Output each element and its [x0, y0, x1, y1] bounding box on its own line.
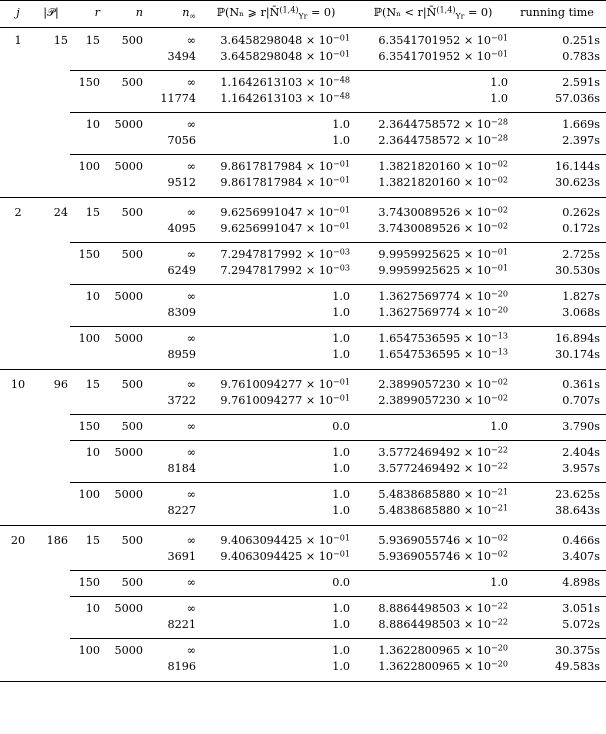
cell-prob-lt: $5.9369055746 \times 10^{-02}$	[378, 549, 508, 563]
mantissa: 9.7610094277	[220, 394, 303, 407]
cell-n: 5000	[114, 644, 143, 657]
cell-time: 2.591s	[562, 76, 600, 89]
exponent: −01	[491, 49, 508, 59]
cell-prob-ge: $7.2947817992 \times 10^{-03}$	[220, 247, 350, 261]
cell-prob-lt: $8.8864498503 \times 10^{-22}$	[378, 601, 508, 615]
header-prob-lt	[358, 5, 508, 21]
cell-ninf: ∞	[186, 34, 196, 47]
cell-prob-ge: 1.0	[332, 134, 350, 147]
block-rule	[70, 570, 606, 571]
cell-prob-ge: $9.6256991047 \times 10^{-01}$	[220, 205, 350, 219]
exponent: −02	[491, 159, 508, 169]
cell-n: 5000	[114, 446, 143, 459]
cell-r: 10	[85, 602, 100, 615]
mantissa: 5.9369055746	[378, 534, 461, 547]
cell-j: 2	[14, 206, 22, 219]
cell-n: 5000	[114, 160, 143, 173]
cell-time: 0.361s	[562, 378, 600, 391]
cell-prob-ge: $9.7610094277 \times 10^{-01}$	[220, 393, 350, 407]
exponent: −20	[491, 643, 508, 653]
cell-prob-ge: 1.0	[332, 504, 350, 517]
cell-time: 23.625s	[555, 488, 600, 501]
exponent: −01	[491, 33, 508, 43]
cell-time: 2.404s	[562, 446, 600, 459]
cell-prob-ge: 1.0	[332, 618, 350, 631]
exponent: −28	[491, 117, 508, 127]
cell-time: 0.251s	[562, 34, 600, 47]
cell-prob-ge: 1.0	[332, 644, 350, 657]
header-j-text: j	[16, 6, 20, 19]
mantissa: 1.3627569774	[378, 290, 461, 303]
cell-r: 100	[78, 488, 100, 501]
cell-ninf: ∞	[186, 160, 196, 173]
cell-prob-ge: 1.0	[332, 290, 350, 303]
mantissa: 3.7430089526	[378, 222, 461, 235]
cell-r: 10	[85, 118, 100, 131]
cell-prob-ge: 1.0	[332, 332, 350, 345]
cell-time: 0.466s	[562, 534, 600, 547]
mantissa: 1.3821820160	[378, 160, 461, 173]
cell-time: 57.036s	[555, 92, 600, 105]
header-rule	[0, 27, 606, 28]
mantissa: 9.7610094277	[220, 378, 303, 391]
cell-n: 500	[121, 206, 143, 219]
cell-ninf: ∞	[186, 602, 196, 615]
exponent: −21	[491, 503, 508, 513]
cell-ninf: ∞	[186, 534, 196, 547]
block-rule	[70, 440, 606, 441]
cell-time: 3.957s	[562, 462, 600, 475]
header-prob-ge-sup: (1,4)	[279, 5, 299, 15]
cell-prob-lt: $6.3541701952 \times 10^{-01}$	[378, 49, 508, 63]
cell-ninf: 6249	[167, 264, 196, 277]
exponent: −01	[333, 533, 350, 543]
mantissa: 8.8864498503	[378, 602, 461, 615]
cell-n: 5000	[114, 290, 143, 303]
cell-r: 15	[85, 206, 100, 219]
cell-r: 10	[85, 290, 100, 303]
cell-time: 49.583s	[555, 660, 600, 673]
mantissa: 9.6256991047	[220, 206, 303, 219]
exponent: −01	[333, 175, 350, 185]
cell-prob-ge: 1.0	[332, 118, 350, 131]
mantissa: 9.8617817984	[220, 160, 303, 173]
mantissa: 2.3644758572	[378, 118, 461, 131]
cell-j: 20	[10, 534, 26, 547]
mantissa: 1.6547536595	[378, 332, 461, 345]
cell-n: 5000	[114, 602, 143, 615]
cell-ninf: 8184	[167, 462, 196, 475]
header-prob-ge	[200, 5, 352, 21]
cell-time: 1.827s	[562, 290, 600, 303]
header-prob-lt-sub: Yr	[455, 11, 465, 21]
mantissa: 1.1642613103	[220, 92, 303, 105]
cell-prob-ge: 1.0	[332, 446, 350, 459]
cell-prob-lt: $1.3622800965 \times 10^{-20}$	[378, 659, 508, 673]
cell-prob-ge: 1.0	[332, 462, 350, 475]
cell-prob-lt: $8.8864498503 \times 10^{-22}$	[378, 617, 508, 631]
exponent: −02	[491, 377, 508, 387]
cell-prob-lt: $2.3644758572 \times 10^{-28}$	[378, 133, 508, 147]
cell-prob-lt: $3.7430089526 \times 10^{-02}$	[378, 221, 508, 235]
cell-time: 16.894s	[555, 332, 600, 345]
exponent: −01	[333, 205, 350, 215]
mantissa: 2.3644758572	[378, 134, 461, 147]
cell-time: 5.072s	[562, 618, 600, 631]
cell-time: 0.262s	[562, 206, 600, 219]
exponent: −20	[491, 659, 508, 669]
cell-prob-lt: $1.6547536595 \times 10^{-13}$	[378, 331, 508, 345]
mantissa: 3.6458298048	[220, 34, 303, 47]
cell-time: 30.530s	[555, 264, 600, 277]
cell-prob-lt: $6.3541701952 \times 10^{-01}$	[378, 33, 508, 47]
cell-n: 500	[121, 378, 143, 391]
cell-prob-ge: 1.0	[332, 660, 350, 673]
exponent: −02	[491, 221, 508, 231]
mantissa: 2.3899057230	[378, 394, 461, 407]
cell-time: 2.725s	[562, 248, 600, 261]
mantissa: 6.3541701952	[378, 34, 461, 47]
exponent: −20	[491, 305, 508, 315]
header-n	[105, 5, 143, 21]
cell-prob-ge: 0.0	[332, 576, 350, 589]
cell-time: 3.068s	[562, 306, 600, 319]
cell-prob-ge: $7.2947817992 \times 10^{-03}$	[220, 263, 350, 277]
cell-time: 0.783s	[562, 50, 600, 63]
cell-ninf: ∞	[186, 118, 196, 131]
mantissa: 2.3899057230	[378, 378, 461, 391]
cell-time: 16.144s	[555, 160, 600, 173]
exponent: −02	[491, 533, 508, 543]
mantissa: 3.5772469492	[378, 462, 461, 475]
cell-ninf: 8227	[167, 504, 196, 517]
exponent: −28	[491, 133, 508, 143]
cell-r: 150	[78, 76, 100, 89]
header-prob-ge-sub: Yr	[298, 11, 308, 21]
group-rule	[0, 681, 606, 682]
cell-prob-ge: 1.0	[332, 602, 350, 615]
block-rule	[70, 284, 606, 285]
mantissa: 9.9959925625	[378, 264, 461, 277]
cell-prob-ge: $3.6458298048 \times 10^{-01}$	[220, 33, 350, 47]
mantissa: 7.2947817992	[220, 264, 303, 277]
cell-prob-lt: 1.0	[490, 576, 508, 589]
cell-ninf: ∞	[186, 290, 196, 303]
cell-r: 150	[78, 420, 100, 433]
block-rule	[70, 70, 606, 71]
cell-j: 1	[14, 34, 22, 47]
exponent: −02	[491, 393, 508, 403]
mantissa: 3.7430089526	[378, 206, 461, 219]
cell-ninf: ∞	[186, 378, 196, 391]
header-ninf-text: n	[182, 6, 190, 19]
cell-n: 500	[121, 534, 143, 547]
exponent: −01	[333, 393, 350, 403]
exponent: −48	[333, 75, 350, 85]
cell-prob-lt: $1.3821820160 \times 10^{-02}$	[378, 159, 508, 173]
cell-n: 500	[121, 420, 143, 433]
exponent: −03	[333, 247, 350, 257]
exponent: −01	[333, 377, 350, 387]
cell-time: 38.643s	[555, 504, 600, 517]
mantissa: 7.2947817992	[220, 248, 303, 261]
mantissa: 9.4063094425	[220, 534, 303, 547]
cell-ninf: ∞	[186, 206, 196, 219]
cell-r: 150	[78, 576, 100, 589]
exponent: −13	[491, 331, 508, 341]
mantissa: 5.4838685880	[378, 504, 461, 517]
cell-r: 100	[78, 332, 100, 345]
exponent: −22	[491, 445, 508, 455]
exponent: −22	[491, 461, 508, 471]
cell-ninf: 8196	[167, 660, 196, 673]
cell-prob-lt: $1.3821820160 \times 10^{-02}$	[378, 175, 508, 189]
cell-ninf: 4095	[167, 222, 196, 235]
cell-prob-lt: 1.0	[490, 420, 508, 433]
exponent: −01	[333, 159, 350, 169]
exponent: −01	[333, 33, 350, 43]
exponent: −01	[491, 247, 508, 257]
cell-ninf: 11774	[160, 92, 196, 105]
cell-n: 500	[121, 576, 143, 589]
group-rule	[0, 369, 606, 370]
header-time-text: running time	[520, 6, 594, 19]
mantissa: 1.1642613103	[220, 76, 303, 89]
cell-r: 15	[85, 378, 100, 391]
exponent: −02	[491, 205, 508, 215]
cell-time: 30.174s	[555, 348, 600, 361]
cell-prob-ge: $9.7610094277 \times 10^{-01}$	[220, 377, 350, 391]
cell-ninf: ∞	[186, 76, 196, 89]
cell-time: 3.790s	[562, 420, 600, 433]
cell-prob-ge: 1.0	[332, 348, 350, 361]
cell-prob-ge: $3.6458298048 \times 10^{-01}$	[220, 49, 350, 63]
cell-prob-ge: $9.4063094425 \times 10^{-01}$	[220, 549, 350, 563]
mantissa: 3.5772469492	[378, 446, 461, 459]
cell-r: 100	[78, 160, 100, 173]
mantissa: 9.9959925625	[378, 248, 461, 261]
cell-n: 500	[121, 34, 143, 47]
exponent: −02	[491, 175, 508, 185]
mantissa: 8.8864498503	[378, 618, 461, 631]
cell-prob-lt: $3.7430089526 \times 10^{-02}$	[378, 205, 508, 219]
cell-prob-lt: 1.0	[490, 92, 508, 105]
header-ninf-sub: ∞	[189, 11, 196, 21]
cell-prob-ge: $1.1642613103 \times 10^{-48}$	[220, 75, 350, 89]
cell-prob-lt: $3.5772469492 \times 10^{-22}$	[378, 461, 508, 475]
cell-ninf: ∞	[186, 420, 196, 433]
cell-r: 15	[85, 534, 100, 547]
header-ninf	[150, 5, 196, 21]
cell-prob-lt: $1.6547536595 \times 10^{-13}$	[378, 347, 508, 361]
cell-ninf: 7056	[167, 134, 196, 147]
header-n-text: n	[135, 6, 143, 19]
mantissa: 9.6256991047	[220, 222, 303, 235]
cell-ninf: ∞	[186, 488, 196, 501]
block-rule	[70, 638, 606, 639]
exponent: −22	[491, 617, 508, 627]
cell-prob-lt: $2.3899057230 \times 10^{-02}$	[378, 377, 508, 391]
exponent: −01	[491, 263, 508, 273]
cell-time: 0.172s	[562, 222, 600, 235]
cell-prob-lt: $3.5772469492 \times 10^{-22}$	[378, 445, 508, 459]
block-rule	[70, 154, 606, 155]
group-rule	[0, 197, 606, 198]
cell-prob-lt: $1.3627569774 \times 10^{-20}$	[378, 289, 508, 303]
header-r	[70, 5, 100, 21]
mantissa: 5.4838685880	[378, 488, 461, 501]
cell-prob-lt: $1.3627569774 \times 10^{-20}$	[378, 305, 508, 319]
exponent: −03	[333, 263, 350, 273]
cell-ninf: 3691	[167, 550, 196, 563]
top-rule	[0, 0, 606, 1]
cell-prob-ge: $9.8617817984 \times 10^{-01}$	[220, 159, 350, 173]
cell-P: 186	[46, 534, 68, 547]
block-rule	[70, 414, 606, 415]
mantissa: 3.6458298048	[220, 50, 303, 63]
header-P-text: |𝒫|	[43, 6, 59, 19]
header-prob-ge-text: ℙ(Nₙ ⩾ r|N̄	[216, 6, 280, 19]
mantissa: 6.3541701952	[378, 50, 461, 63]
exponent: −22	[491, 601, 508, 611]
exponent: −48	[333, 91, 350, 101]
header-prob-lt-tail: = 0)	[464, 6, 493, 19]
cell-r: 10	[85, 446, 100, 459]
cell-prob-lt: $1.3622800965 \times 10^{-20}$	[378, 643, 508, 657]
cell-n: 500	[121, 76, 143, 89]
header-prob-lt-sup: (1,4)	[436, 5, 456, 15]
cell-n: 500	[121, 248, 143, 261]
cell-time: 3.051s	[562, 602, 600, 615]
block-rule	[70, 326, 606, 327]
block-rule	[70, 112, 606, 113]
cell-prob-lt: $5.9369055746 \times 10^{-02}$	[378, 533, 508, 547]
cell-ninf: 3722	[167, 394, 196, 407]
cell-P: 15	[53, 34, 68, 47]
mantissa: 1.3821820160	[378, 176, 461, 189]
cell-n: 5000	[114, 332, 143, 345]
cell-ninf: 9512	[167, 176, 196, 189]
exponent: −01	[333, 49, 350, 59]
cell-prob-ge: $9.4063094425 \times 10^{-01}$	[220, 533, 350, 547]
cell-prob-lt: $5.4838685880 \times 10^{-21}$	[378, 487, 508, 501]
cell-time: 2.397s	[562, 134, 600, 147]
cell-prob-ge: $1.1642613103 \times 10^{-48}$	[220, 91, 350, 105]
header-j	[8, 5, 28, 21]
cell-time: 3.407s	[562, 550, 600, 563]
mantissa: 1.3627569774	[378, 306, 461, 319]
mantissa: 9.8617817984	[220, 176, 303, 189]
header-r-text: r	[94, 6, 100, 19]
cell-r: 15	[85, 34, 100, 47]
cell-n: 5000	[114, 118, 143, 131]
cell-ninf: ∞	[186, 332, 196, 345]
cell-prob-ge: 1.0	[332, 488, 350, 501]
block-rule	[70, 482, 606, 483]
header-prob-lt-text: ℙ(Nₙ < r|N̄	[373, 6, 437, 19]
cell-prob-lt: 1.0	[490, 76, 508, 89]
cell-time: 30.623s	[555, 176, 600, 189]
cell-r: 100	[78, 644, 100, 657]
exponent: −01	[333, 549, 350, 559]
cell-ninf: 3494	[167, 50, 196, 63]
header-P	[34, 5, 68, 21]
exponent: −21	[491, 487, 508, 497]
cell-time: 0.707s	[562, 394, 600, 407]
cell-ninf: 8959	[167, 348, 196, 361]
cell-prob-lt: $2.3899057230 \times 10^{-02}$	[378, 393, 508, 407]
cell-prob-ge: 0.0	[332, 420, 350, 433]
cell-n: 5000	[114, 488, 143, 501]
cell-prob-ge: $9.8617817984 \times 10^{-01}$	[220, 175, 350, 189]
exponent: −02	[491, 549, 508, 559]
header-prob-ge-tail: = 0)	[307, 6, 336, 19]
mantissa: 1.6547536595	[378, 348, 461, 361]
header-time	[512, 5, 602, 21]
block-rule	[70, 242, 606, 243]
group-rule	[0, 525, 606, 526]
mantissa: 1.3622800965	[378, 644, 461, 657]
cell-time: 30.375s	[555, 644, 600, 657]
cell-prob-lt: $2.3644758572 \times 10^{-28}$	[378, 117, 508, 131]
cell-prob-ge: $9.6256991047 \times 10^{-01}$	[220, 221, 350, 235]
mantissa: 1.3622800965	[378, 660, 461, 673]
exponent: −01	[333, 221, 350, 231]
mantissa: 9.4063094425	[220, 550, 303, 563]
cell-ninf: 8309	[167, 306, 196, 319]
cell-time: 1.669s	[562, 118, 600, 131]
cell-ninf: ∞	[186, 248, 196, 261]
cell-P: 96	[53, 378, 68, 391]
exponent: −13	[491, 347, 508, 357]
cell-ninf: ∞	[186, 446, 196, 459]
cell-j: 10	[10, 378, 26, 391]
exponent: −20	[491, 289, 508, 299]
cell-r: 150	[78, 248, 100, 261]
cell-P: 24	[53, 206, 68, 219]
cell-prob-lt: $5.4838685880 \times 10^{-21}$	[378, 503, 508, 517]
cell-ninf: 8221	[167, 618, 196, 631]
cell-time: 4.898s	[562, 576, 600, 589]
cell-prob-lt: $9.9959925625 \times 10^{-01}$	[378, 247, 508, 261]
block-rule	[70, 596, 606, 597]
cell-ninf: ∞	[186, 644, 196, 657]
cell-ninf: ∞	[186, 576, 196, 589]
mantissa: 5.9369055746	[378, 550, 461, 563]
cell-prob-lt: $9.9959925625 \times 10^{-01}$	[378, 263, 508, 277]
cell-prob-ge: 1.0	[332, 306, 350, 319]
